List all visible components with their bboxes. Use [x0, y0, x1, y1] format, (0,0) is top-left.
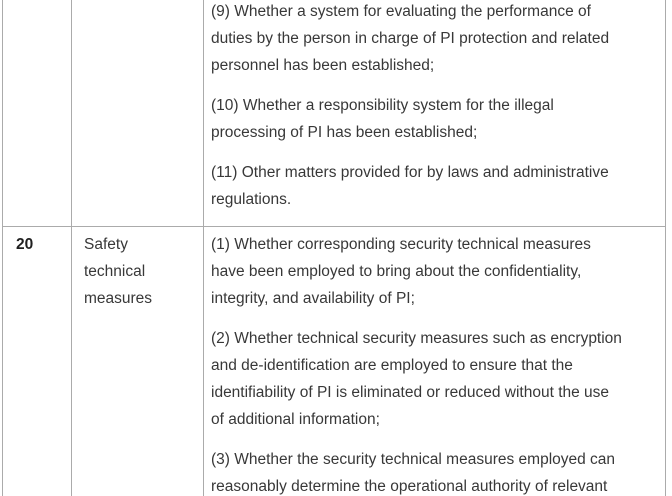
- row-number: 20: [16, 236, 34, 253]
- text-line: (1) Whether corresponding security technical measures: [211, 236, 591, 253]
- row-number-cell: [3, 0, 72, 226]
- text-line: regulations.: [211, 191, 292, 208]
- text-line: (2) Whether technical security measures such as encryption: [211, 330, 622, 347]
- category-cell: [72, 0, 204, 226]
- criteria-item: [211, 0, 657, 79]
- criteria-cell: [204, 0, 666, 226]
- text-line: technical: [84, 263, 146, 280]
- assessment-table: [2, 0, 666, 496]
- text-line: duties by the person in charge of PI protection and related: [211, 30, 610, 47]
- criteria-cell: [204, 227, 666, 496]
- criteria-item: [211, 325, 657, 433]
- text-line: of additional information;: [211, 411, 380, 428]
- table-row: [2, 227, 666, 496]
- category-cell: [72, 227, 204, 496]
- category-label: [84, 231, 197, 312]
- text-line: personnel has been established;: [211, 57, 435, 74]
- criteria-item: [211, 231, 657, 312]
- row-number-cell: [3, 227, 72, 496]
- text-line: have been employed to bring about the confidentiality,: [211, 263, 582, 280]
- criteria-item: [211, 92, 657, 146]
- text-line: Safety: [84, 236, 128, 253]
- text-line: and de-identification are employed to ensure that the: [211, 357, 573, 374]
- text-line: integrity, and availability of PI;: [211, 290, 415, 307]
- text-line: (10) Whether a responsibility system for the illegal: [211, 97, 554, 114]
- criteria-item: [211, 446, 657, 496]
- text-line: processing of PI has been established;: [211, 124, 478, 141]
- text-line: measures: [84, 290, 153, 307]
- text-line: (3) Whether the security technical measures employed can: [211, 451, 616, 468]
- criteria-item: [211, 159, 657, 213]
- text-line: identifiability of PI is eliminated or reduced without the use: [211, 384, 610, 401]
- text-line: reasonably determine the operational authority of relevant: [211, 478, 608, 495]
- text-line: (9) Whether a system for evaluating the performance of: [211, 3, 591, 20]
- text-line: (11) Other matters provided for by laws and administrative: [211, 164, 609, 181]
- table-row: [2, 0, 666, 227]
